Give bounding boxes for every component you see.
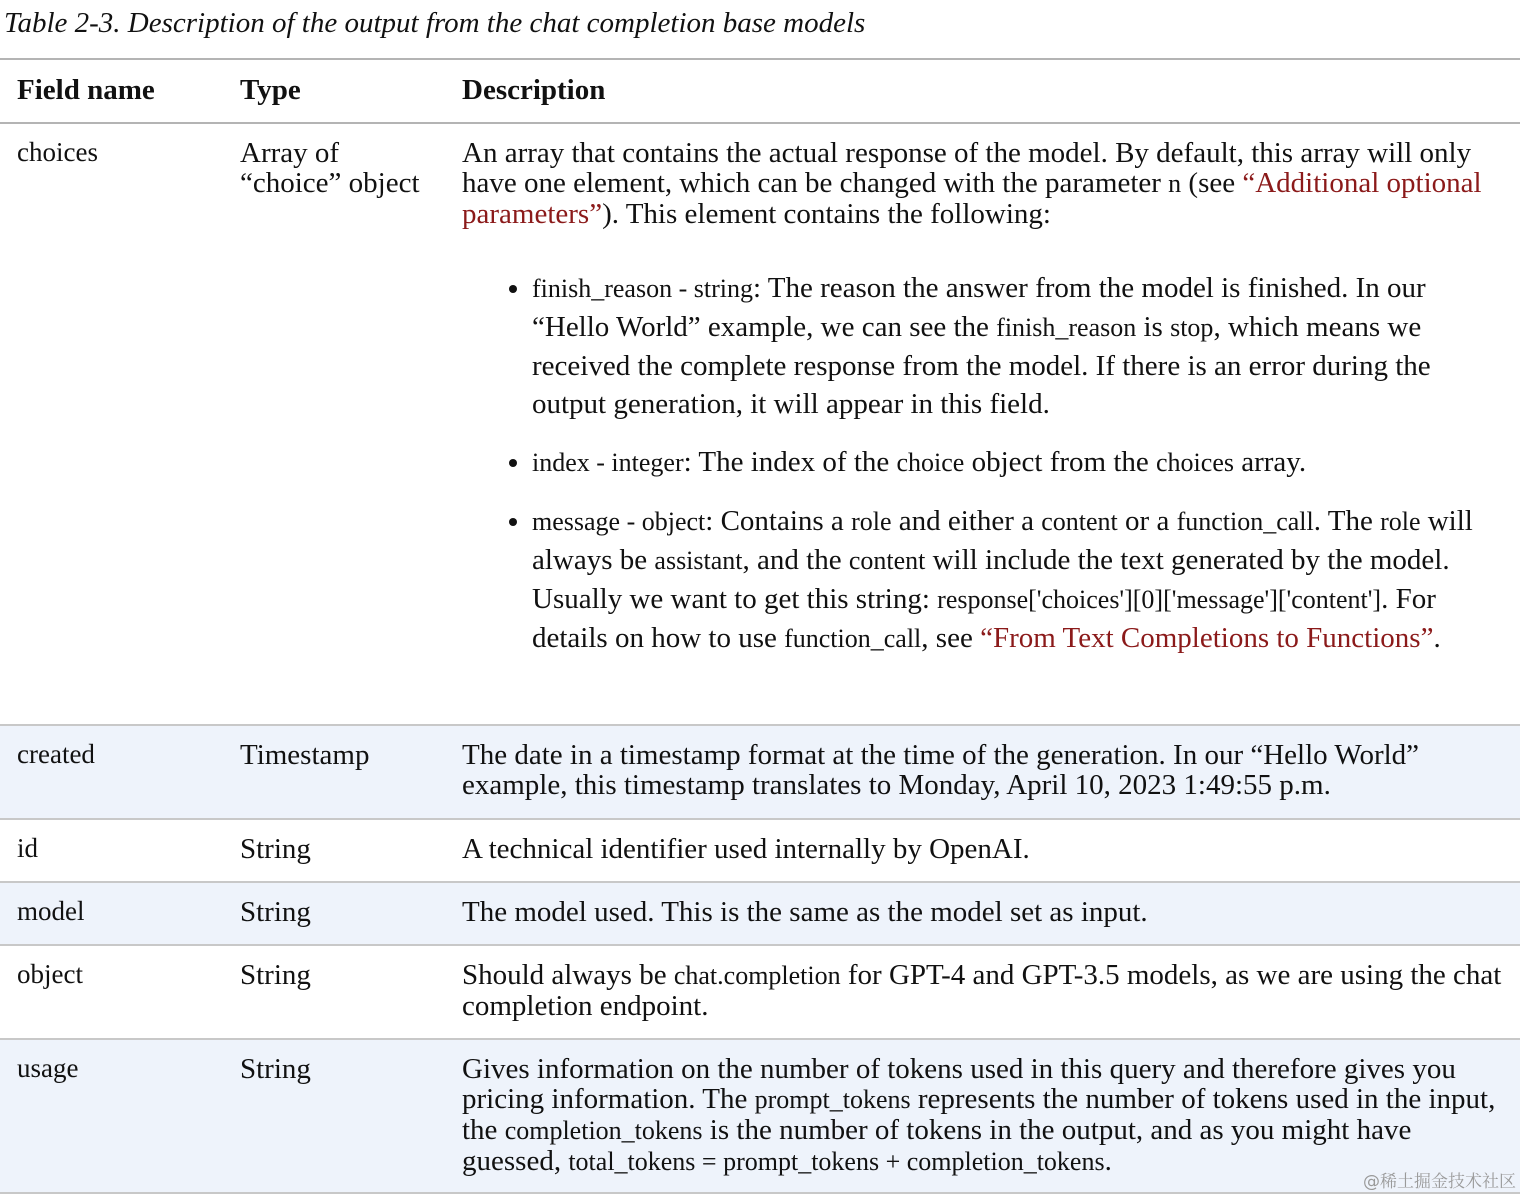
type-cell: String xyxy=(223,882,445,945)
table-header-row xyxy=(0,59,1520,123)
desc-text: for GPT-4 and GPT-3.5 models, as we are using the chat completion endpoint. xyxy=(462,959,1502,1022)
code-term: assistant xyxy=(654,546,743,575)
item-text: , which means we received the complete response from the model. If there is an error during the output generation, it will appear in this field. xyxy=(532,311,1431,420)
field-name-cell: id xyxy=(0,819,223,882)
list-item-index xyxy=(532,443,1510,482)
item-text: object from the xyxy=(964,446,1157,478)
description-cell xyxy=(445,1039,1520,1193)
code-term: response['choices'][0]['message']['content'] xyxy=(937,585,1382,614)
header-type: Type xyxy=(223,59,445,123)
code-term: finish_reason - string xyxy=(532,274,753,303)
code-term: n xyxy=(1168,169,1182,198)
field-name-cell: choices xyxy=(0,123,223,725)
code-term: choices xyxy=(1156,448,1234,477)
item-text: will always be xyxy=(532,505,1473,576)
code-term: stop xyxy=(1170,313,1214,342)
table-caption: Table 2-3. Description of the output from the chat completion base models xyxy=(4,7,866,39)
desc-text: represents the number of tokens used in the input, the xyxy=(462,1083,1496,1146)
item-text: : The reason the answer from the model is finished. In our “Hello World” example, we can see the xyxy=(532,272,1426,343)
field-name-cell: object xyxy=(0,945,223,1039)
type-line: Array of xyxy=(240,137,340,169)
item-text: and either a xyxy=(891,505,1042,537)
code-term: role xyxy=(851,507,892,536)
code-term: message - object xyxy=(532,507,706,536)
item-text: or a xyxy=(1117,505,1177,537)
table-row-choices xyxy=(0,123,1520,725)
item-text: . For details on how to use xyxy=(532,583,1436,654)
code-term: function_call xyxy=(1176,507,1314,536)
desc-text: (see xyxy=(1181,167,1243,199)
table-row-id xyxy=(0,819,1520,882)
item-text: will include the text generated by the model. Usually we want to get this string: xyxy=(532,544,1450,615)
description-cell: The date in a timestamp format at the time of the generation. In our “Hello World” example, this timestamp translates to Monday, April 10, 2023 1:49:55 p.m. xyxy=(445,725,1520,819)
item-text: , see xyxy=(921,622,981,654)
item-text: , and the xyxy=(742,544,849,576)
code-term: total_tokens = prompt_tokens + completion_tokens xyxy=(568,1147,1105,1176)
item-text: . xyxy=(1433,622,1441,654)
code-term: content xyxy=(1041,507,1118,536)
item-text: . The xyxy=(1313,505,1381,537)
desc-text: Should always be xyxy=(462,959,674,991)
description-cell xyxy=(445,123,1520,725)
code-term: index - integer xyxy=(532,448,684,477)
desc-text: An array that contains the actual response of the model. By default, this array will only have one element, which can be changed with the parameter xyxy=(462,137,1472,199)
code-term: completion_tokens xyxy=(504,1116,703,1145)
item-text: : The index of the xyxy=(683,446,897,478)
code-term: finish_reason xyxy=(996,313,1137,342)
field-name-cell: usage xyxy=(0,1039,223,1193)
type-cell: Timestamp xyxy=(223,725,445,819)
code-term: role xyxy=(1380,507,1421,536)
description-cell: A technical identifier used internally by OpenAI. xyxy=(445,819,1520,882)
code-term: chat.completion xyxy=(673,961,841,990)
item-text: is xyxy=(1136,311,1171,343)
list-item-message xyxy=(532,502,1510,658)
link-text-completions-to-functions[interactable]: “From Text Completions to Functions” xyxy=(980,622,1434,654)
code-term: function_call xyxy=(784,624,922,653)
desc-text: Gives information on the number of tokens used in this query and therefore gives you pricing information. The xyxy=(462,1053,1456,1115)
description-cell xyxy=(445,945,1520,1039)
field-name-cell: model xyxy=(0,882,223,945)
code-term: prompt_tokens xyxy=(754,1085,911,1114)
type-cell: String xyxy=(223,1039,445,1193)
link-additional-optional-parameters[interactable]: “Additional optional parameters” xyxy=(462,167,1482,230)
type-cell xyxy=(223,123,445,725)
table-row-object xyxy=(0,945,1520,1039)
code-term: choice xyxy=(896,448,965,477)
list-item-finish-reason xyxy=(532,269,1510,423)
desc-text: is the number of tokens in the output, and as you might have guessed, xyxy=(462,1114,1412,1177)
choice-fields-list xyxy=(462,269,1510,658)
type-cell: String xyxy=(223,819,445,882)
table-row-usage xyxy=(0,1039,1520,1193)
desc-text: . xyxy=(1104,1145,1112,1177)
field-name-cell: created xyxy=(0,725,223,819)
item-text: array. xyxy=(1233,446,1307,478)
type-line: “choice” object xyxy=(240,167,420,199)
description-cell: The model used. This is the same as the model set as input. xyxy=(445,882,1520,945)
table-row-model xyxy=(0,882,1520,945)
desc-text: ). This element contains the following: xyxy=(602,198,1051,230)
type-cell: String xyxy=(223,945,445,1039)
output-fields-table xyxy=(0,58,1520,1194)
code-term: content xyxy=(848,546,926,575)
watermark: @稀土掘金技术社区 xyxy=(1363,1172,1516,1192)
table-row-created xyxy=(0,725,1520,819)
header-description: Description xyxy=(445,59,1520,123)
header-field-name: Field name xyxy=(0,59,223,123)
item-text: : Contains a xyxy=(705,505,852,537)
